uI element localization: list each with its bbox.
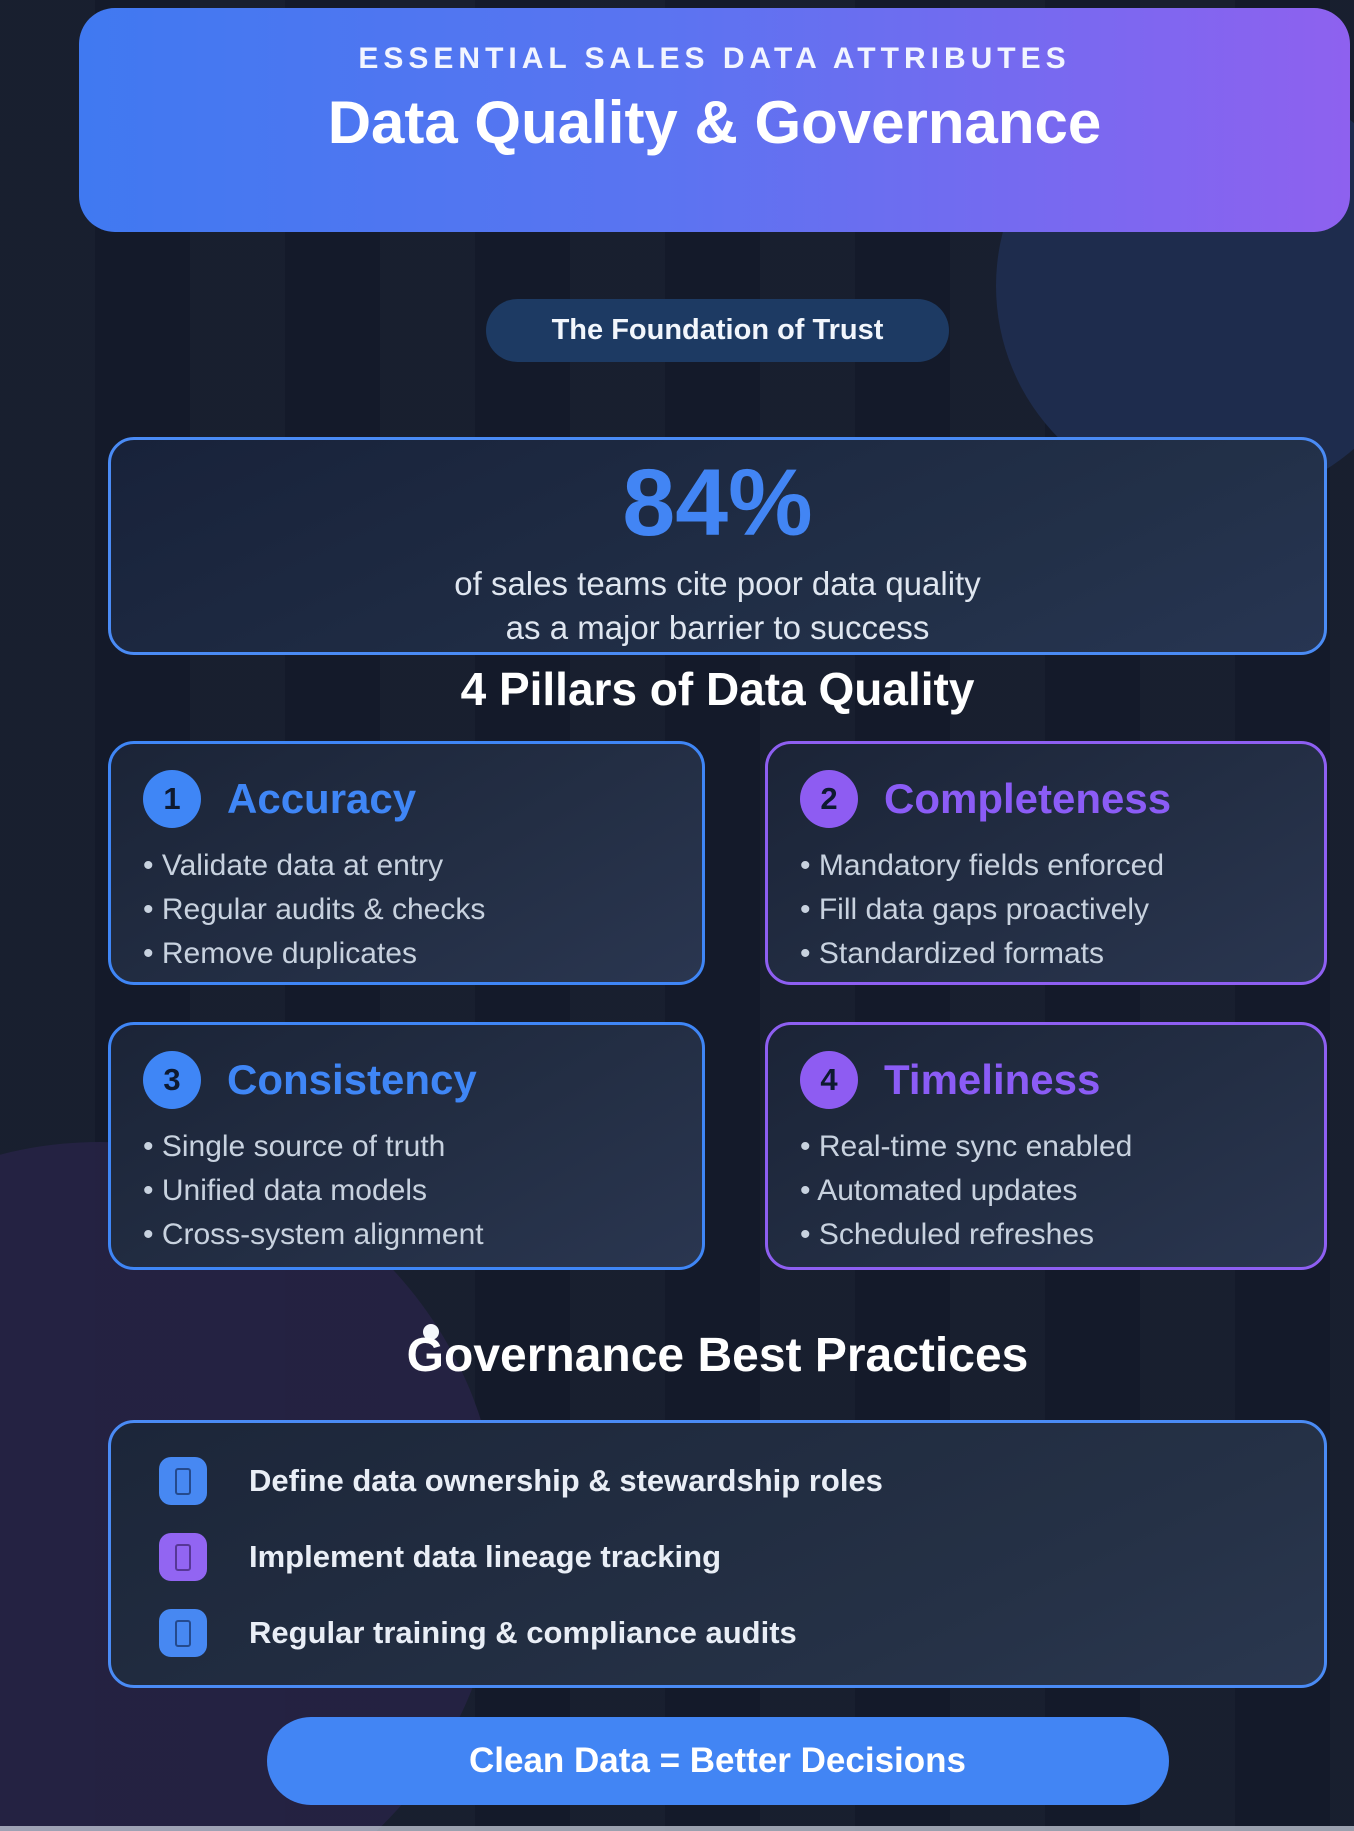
pillar-bullet-list (143, 844, 670, 976)
pillar-bullet: • Fill data gaps proactively (800, 888, 1292, 932)
pillar-card-timeliness (765, 1022, 1327, 1270)
stat-description-line1: of sales teams cite poor data quality (454, 564, 981, 602)
card-header (143, 770, 670, 828)
pillar-bullet-list (143, 1125, 670, 1257)
pillar-card-completeness (765, 741, 1327, 985)
glyph-box (175, 1620, 191, 1647)
pillar-number-badge: 4 (800, 1051, 858, 1109)
pillar-title: Accuracy (227, 775, 417, 822)
governance-item (159, 1533, 1324, 1581)
governance-item-label: Regular training & compliance audits (249, 1615, 797, 1650)
pillars-heading: 4 Pillars of Data Quality (460, 663, 975, 715)
governance-box (108, 1420, 1327, 1688)
pillar-number-badge: 2 (800, 770, 858, 828)
stat-value: 84% (622, 450, 813, 556)
checkbox-placeholder-icon (159, 1457, 207, 1505)
badge-row (108, 299, 1327, 362)
cta-row (108, 1717, 1327, 1805)
governance-item (159, 1609, 1324, 1657)
pillar-card-accuracy (108, 741, 705, 985)
governance-item (159, 1457, 1324, 1505)
pillar-bullet: • Standardized formats (800, 932, 1292, 976)
pillar-bullet: • Cross-system alignment (143, 1213, 670, 1257)
header-kicker: ESSENTIAL SALES DATA ATTRIBUTES (358, 42, 1071, 75)
pillar-bullet: • Regular audits & checks (143, 888, 670, 932)
pillar-title: Timeliness (884, 1056, 1101, 1103)
page-bottom-edge (0, 1826, 1354, 1831)
pillar-bullet: • Mandatory fields enforced (800, 844, 1292, 888)
governance-item-label: Define data ownership & stewardship roles (249, 1463, 883, 1498)
card-header (800, 1051, 1292, 1109)
pillar-number-badge: 1 (143, 770, 201, 828)
page-title: Data Quality & Governance (327, 89, 1102, 156)
governance-item-label: Implement data lineage tracking (249, 1539, 722, 1574)
pillar-number-badge: 3 (143, 1051, 201, 1109)
cta-button[interactable]: Clean Data = Better Decisions (267, 1717, 1169, 1805)
glyph-box (175, 1544, 191, 1571)
card-header (800, 770, 1292, 828)
checkbox-placeholder-icon (159, 1609, 207, 1657)
pillar-bullet: • Single source of truth (143, 1125, 670, 1169)
content-column (108, 0, 1327, 1831)
stat-box (108, 437, 1327, 655)
governance-heading: Governance Best Practices (406, 1329, 1029, 1382)
pillar-title: Consistency (227, 1056, 477, 1103)
foundation-badge: The Foundation of Trust (486, 299, 950, 362)
pillar-bullet: • Remove duplicates (143, 932, 670, 976)
card-header (143, 1051, 670, 1109)
pillar-title: Completeness (884, 775, 1172, 822)
checkbox-placeholder-icon (159, 1533, 207, 1581)
pillar-bullet: • Real-time sync enabled (800, 1125, 1292, 1169)
pillar-card-consistency (108, 1022, 705, 1270)
stat-description-line2: as a major barrier to success (505, 609, 930, 647)
pillar-bullet: • Automated updates (800, 1169, 1292, 1213)
pillar-bullet-list (800, 1125, 1292, 1257)
pillar-bullet-list (800, 844, 1292, 976)
glyph-box (175, 1468, 191, 1495)
pillar-bullet: • Validate data at entry (143, 844, 670, 888)
stat-description (111, 562, 1324, 651)
pillar-bullet: • Unified data models (143, 1169, 670, 1213)
pillar-bullet: • Scheduled refreshes (800, 1213, 1292, 1257)
